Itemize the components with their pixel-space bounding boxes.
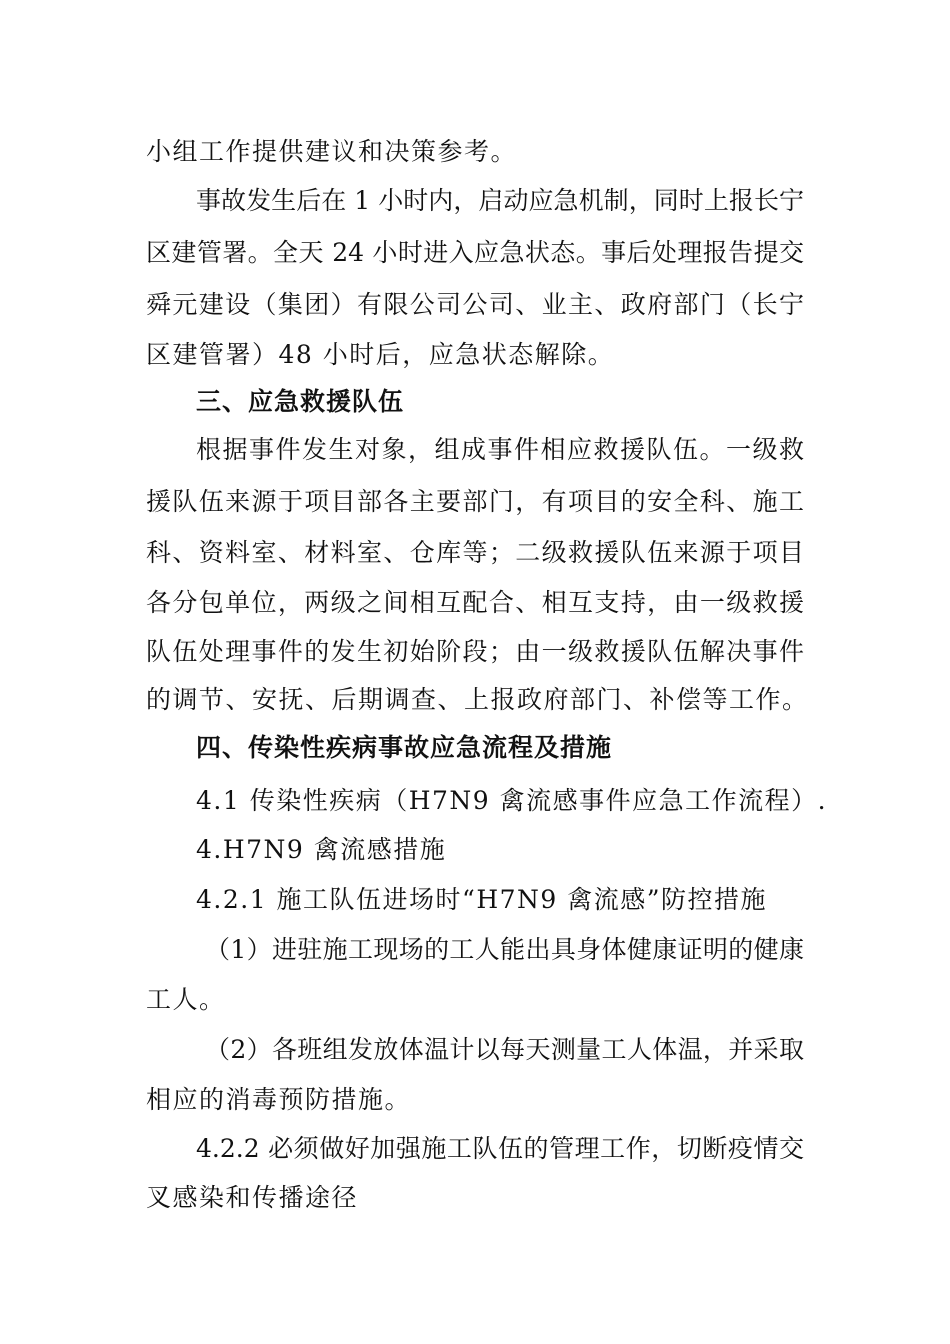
paragraph-line: 的调节、安抚、后期调查、上报政府部门、补偿等工作。 <box>146 685 809 714</box>
paragraph-line: 区建管署。全天 24 小时进入应急状态。事后处理报告提交 <box>146 238 804 267</box>
paragraph-line: 各分包单位，两级之间相互配合、相互支持，由一级救援 <box>146 588 804 617</box>
paragraph-line: 4.1 传染性疾病（H7N9 禽流感事件应急工作流程）. <box>196 786 828 815</box>
paragraph-line: 4.2.1 施工队伍进场时“H7N9 禽流感”防控措施 <box>196 885 768 914</box>
paragraph-line: 舜元建设（集团）有限公司公司、业主、政府部门（长宁 <box>146 290 804 319</box>
paragraph-line: 工人。 <box>146 985 226 1014</box>
paragraph-line: 科、资料室、材料室、仓库等；二级救援队伍来源于项目 <box>146 538 804 567</box>
paragraph-line: 4.2.2 必须做好加强施工队伍的管理工作，切断疫情交 <box>196 1134 804 1163</box>
paragraph-line: 队伍处理事件的发生初始阶段；由一级救援队伍解决事件 <box>146 637 804 666</box>
paragraph-line: 根据事件发生对象，组成事件相应救援队伍。一级救 <box>196 435 804 464</box>
section-heading: 四、传染性疾病事故应急流程及措施 <box>196 733 613 762</box>
paragraph-line: （2）各班组发放体温计以每天测量工人体温，并采取 <box>205 1035 804 1064</box>
paragraph-line: 4.H7N9 禽流感措施 <box>196 835 447 864</box>
paragraph-line: 援队伍来源于项目部各主要部门，有项目的安全科、施工 <box>146 487 804 516</box>
paragraph-line: （1）进驻施工现场的工人能出具身体健康证明的健康 <box>205 935 804 964</box>
paragraph-line: 事故发生后在 1 小时内，启动应急机制，同时上报长宁 <box>196 186 804 215</box>
section-heading: 三、应急救援队伍 <box>196 387 405 416</box>
paragraph-line: 区建管署）48 小时后，应急状态解除。 <box>146 340 615 369</box>
paragraph-line: 小组工作提供建议和决策参考。 <box>146 137 518 166</box>
paragraph-line: 相应的消毒预防措施。 <box>146 1085 412 1114</box>
paragraph-line: 叉感染和传播途径 <box>146 1183 359 1212</box>
